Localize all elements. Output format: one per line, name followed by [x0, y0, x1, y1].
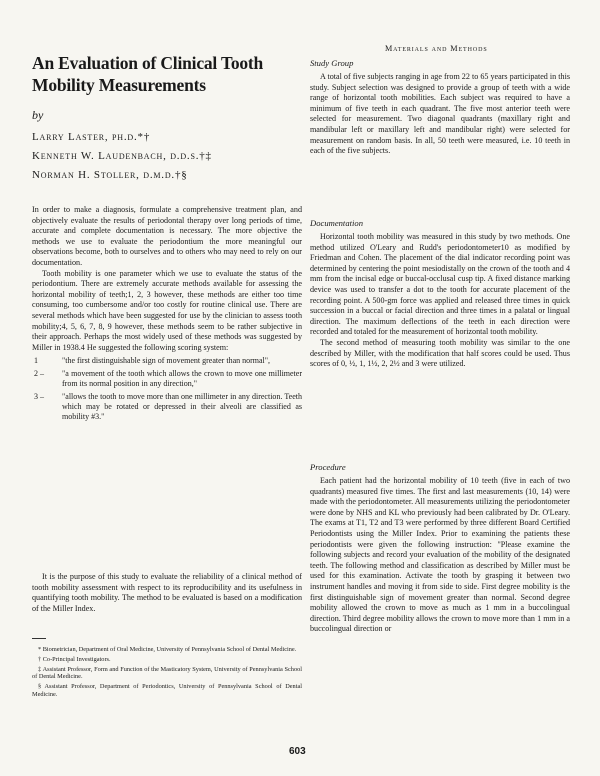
- procedure-section: [310, 462, 570, 635]
- list-item: [32, 392, 302, 423]
- running-head: Materials and Methods: [385, 44, 488, 53]
- section-paragraph: A total of five subjects ranging in age from 22 to 65 years participated in this study. Subject selection was designed to provide a group of teeth with a wide range of horizontal tooth mobilities. Each subject was required to have a minimum of five teeth in each quadrant. The five most anterior teeth were selected for measurement. Two diagonal quadrants (maxillary right and mandibular left or maxillary left and mandibular right) were selected for measurement on random basis. In all, 50 teeth were measured, i.e. 10 teeth in each of the five subjects.: [310, 72, 570, 156]
- scale-number: 3 –: [34, 391, 44, 401]
- footnote: † Co-Principal Investigators.: [38, 655, 111, 663]
- section-paragraph: The second method of measuring tooth mobility was similar to the one described by Miller, with the modification that half scores could be used. Thus scores of 0, ½, 1, 1½, 2, 2½ and 3 were utilized.: [310, 337, 570, 369]
- list-item: [32, 369, 302, 390]
- article-title: An Evaluation of Clinical Tooth Mobility Measurements: [32, 53, 264, 95]
- documentation-section: [310, 218, 570, 370]
- scale-text: "allows the tooth to move more than one millimeter in any direction. Teeth which may be rotated or depressed in their alveoli are classified as mobility #3.": [62, 391, 302, 422]
- intro-paragraph: In order to make a diagnosis, formulate a comprehensive treatment plan, and objectively evaluate the results of periodontal therapy over long periods of time, accurate and complete documentation is necessary. The more objective the methods we use to evaluate the periodontium the more meaningful our observations become, both to ourselves and to others who may need to rely on our documentation.: [32, 205, 302, 267]
- section-heading: Study Group: [310, 58, 354, 68]
- author-laudenbach: Kenneth W. Laudenbach, d.d.s.†‡: [32, 150, 212, 162]
- page-number: 603: [289, 746, 306, 757]
- miller-scale-list: [32, 356, 302, 422]
- purpose-paragraph: It is the purpose of this study to evaluate the reliability of a clinical method of tooth mobility assessment with respect to its reproducibility and its usefulness in quantifying tooth mobility. The method to be evaluated is based on a modification of the Miller Index.: [32, 572, 302, 613]
- scale-number: 1: [34, 356, 38, 366]
- scale-text: "the first distinguishable sign of movement greater than normal",: [62, 356, 271, 366]
- section-paragraph: Horizontal tooth mobility was measured in this study by two methods. One method utilized O'Leary and Rudd's periodontometer10 as modified by Friedman and Cohen. The placement of the dial indicator recording point was determined by centering the point mesiodistally on the crown of the tooth and 4 mm from the incisal edge or buccal-occlusal cusp tip. A fixed distance marking device was used to transfer a dot to the tooth for accurate placement of the recording point. A 500-gm force was applied and released three times in quick succession in a buccal or facial direction and three times in a palatal or lingual direction. The maximum deflections of the teeth in each direction were recorded and totaled for the measurement of horizontal tooth mobility.: [310, 232, 570, 337]
- author-list: [32, 128, 302, 185]
- footnote: ‡ Assistant Professor, Form and Function of the Masticatory System, University of Pennsylvania School of Dental Medicine.: [32, 665, 302, 681]
- footnotes: [32, 646, 302, 701]
- section-heading: Documentation: [310, 218, 363, 228]
- author-stoller: Norman H. Stoller, d.m.d.†§: [32, 169, 188, 181]
- footnote: § Assistant Professor, Department of Periodontics, University of Pennsylvania School of Dental Medicine.: [32, 683, 302, 698]
- scale-number: 2 –: [34, 368, 44, 378]
- introduction: [32, 205, 302, 425]
- section-paragraph: Each patient had the horizontal mobility of 10 teeth (five in each of two quadrants) measured five times. The first and last measurements (10, 14) were made with the periodontometer. All measurements utilizing the periodontometer were done by NHS and KL who previously had been calibrated by Dr. O'Leary. The exams at T1, T2 and T3 were performed by three different Board Certified Periodontists using the Miller Index. Prior to examining the patients these periodontists were given the following instruction: "Please examine the following subjects and record your evaluation of the mobility of the designated teeth. The following method and classification as described by Miller must be used for this examination. Activate the tooth by grasping it between two instrument handles and moving it from side to side. First degree mobility is the first distinguishable sign of movement greater than normal. Second degree mobility allowed the crown to move as much as 1 mm in a buccolingual direction. Third degree mobility allows the crown to move more than 1 mm in a buccolingual direction or: [310, 476, 570, 634]
- byline-label: by: [32, 108, 44, 122]
- footnote-divider: [32, 638, 46, 639]
- scale-text: "a movement of the tooth which allows the crown to move one millimeter from its normal position in any direction,": [62, 368, 302, 389]
- study-group-section: [310, 58, 570, 157]
- purpose-section: [32, 572, 302, 614]
- footnote: * Biometrician, Department of Oral Medicine, University of Pennsylvania School of Dental Medicine.: [38, 646, 297, 653]
- list-item: [32, 356, 302, 366]
- intro-paragraph: Tooth mobility is one parameter which we use to evaluate the status of the periodontium. There are extremely accurate methods available for assessing the horizontal mobility of teeth;1, 2, 3 however, these methods are either too time consuming, too cumbersome and/or too costly for routine clinical use. There are several methods which have been suggested for use by the clinician to assess tooth mobility;4, 5, 6, 7, 8, 9 however, these methods seem to be rather subjective in their approach. Perhaps the most widely used of these methods was suggested by Miller in 1938.4 He suggested the following scoring system:: [32, 268, 302, 352]
- author-laster: Larry Laster, ph.d.*†: [32, 131, 151, 143]
- section-heading: Procedure: [310, 462, 346, 472]
